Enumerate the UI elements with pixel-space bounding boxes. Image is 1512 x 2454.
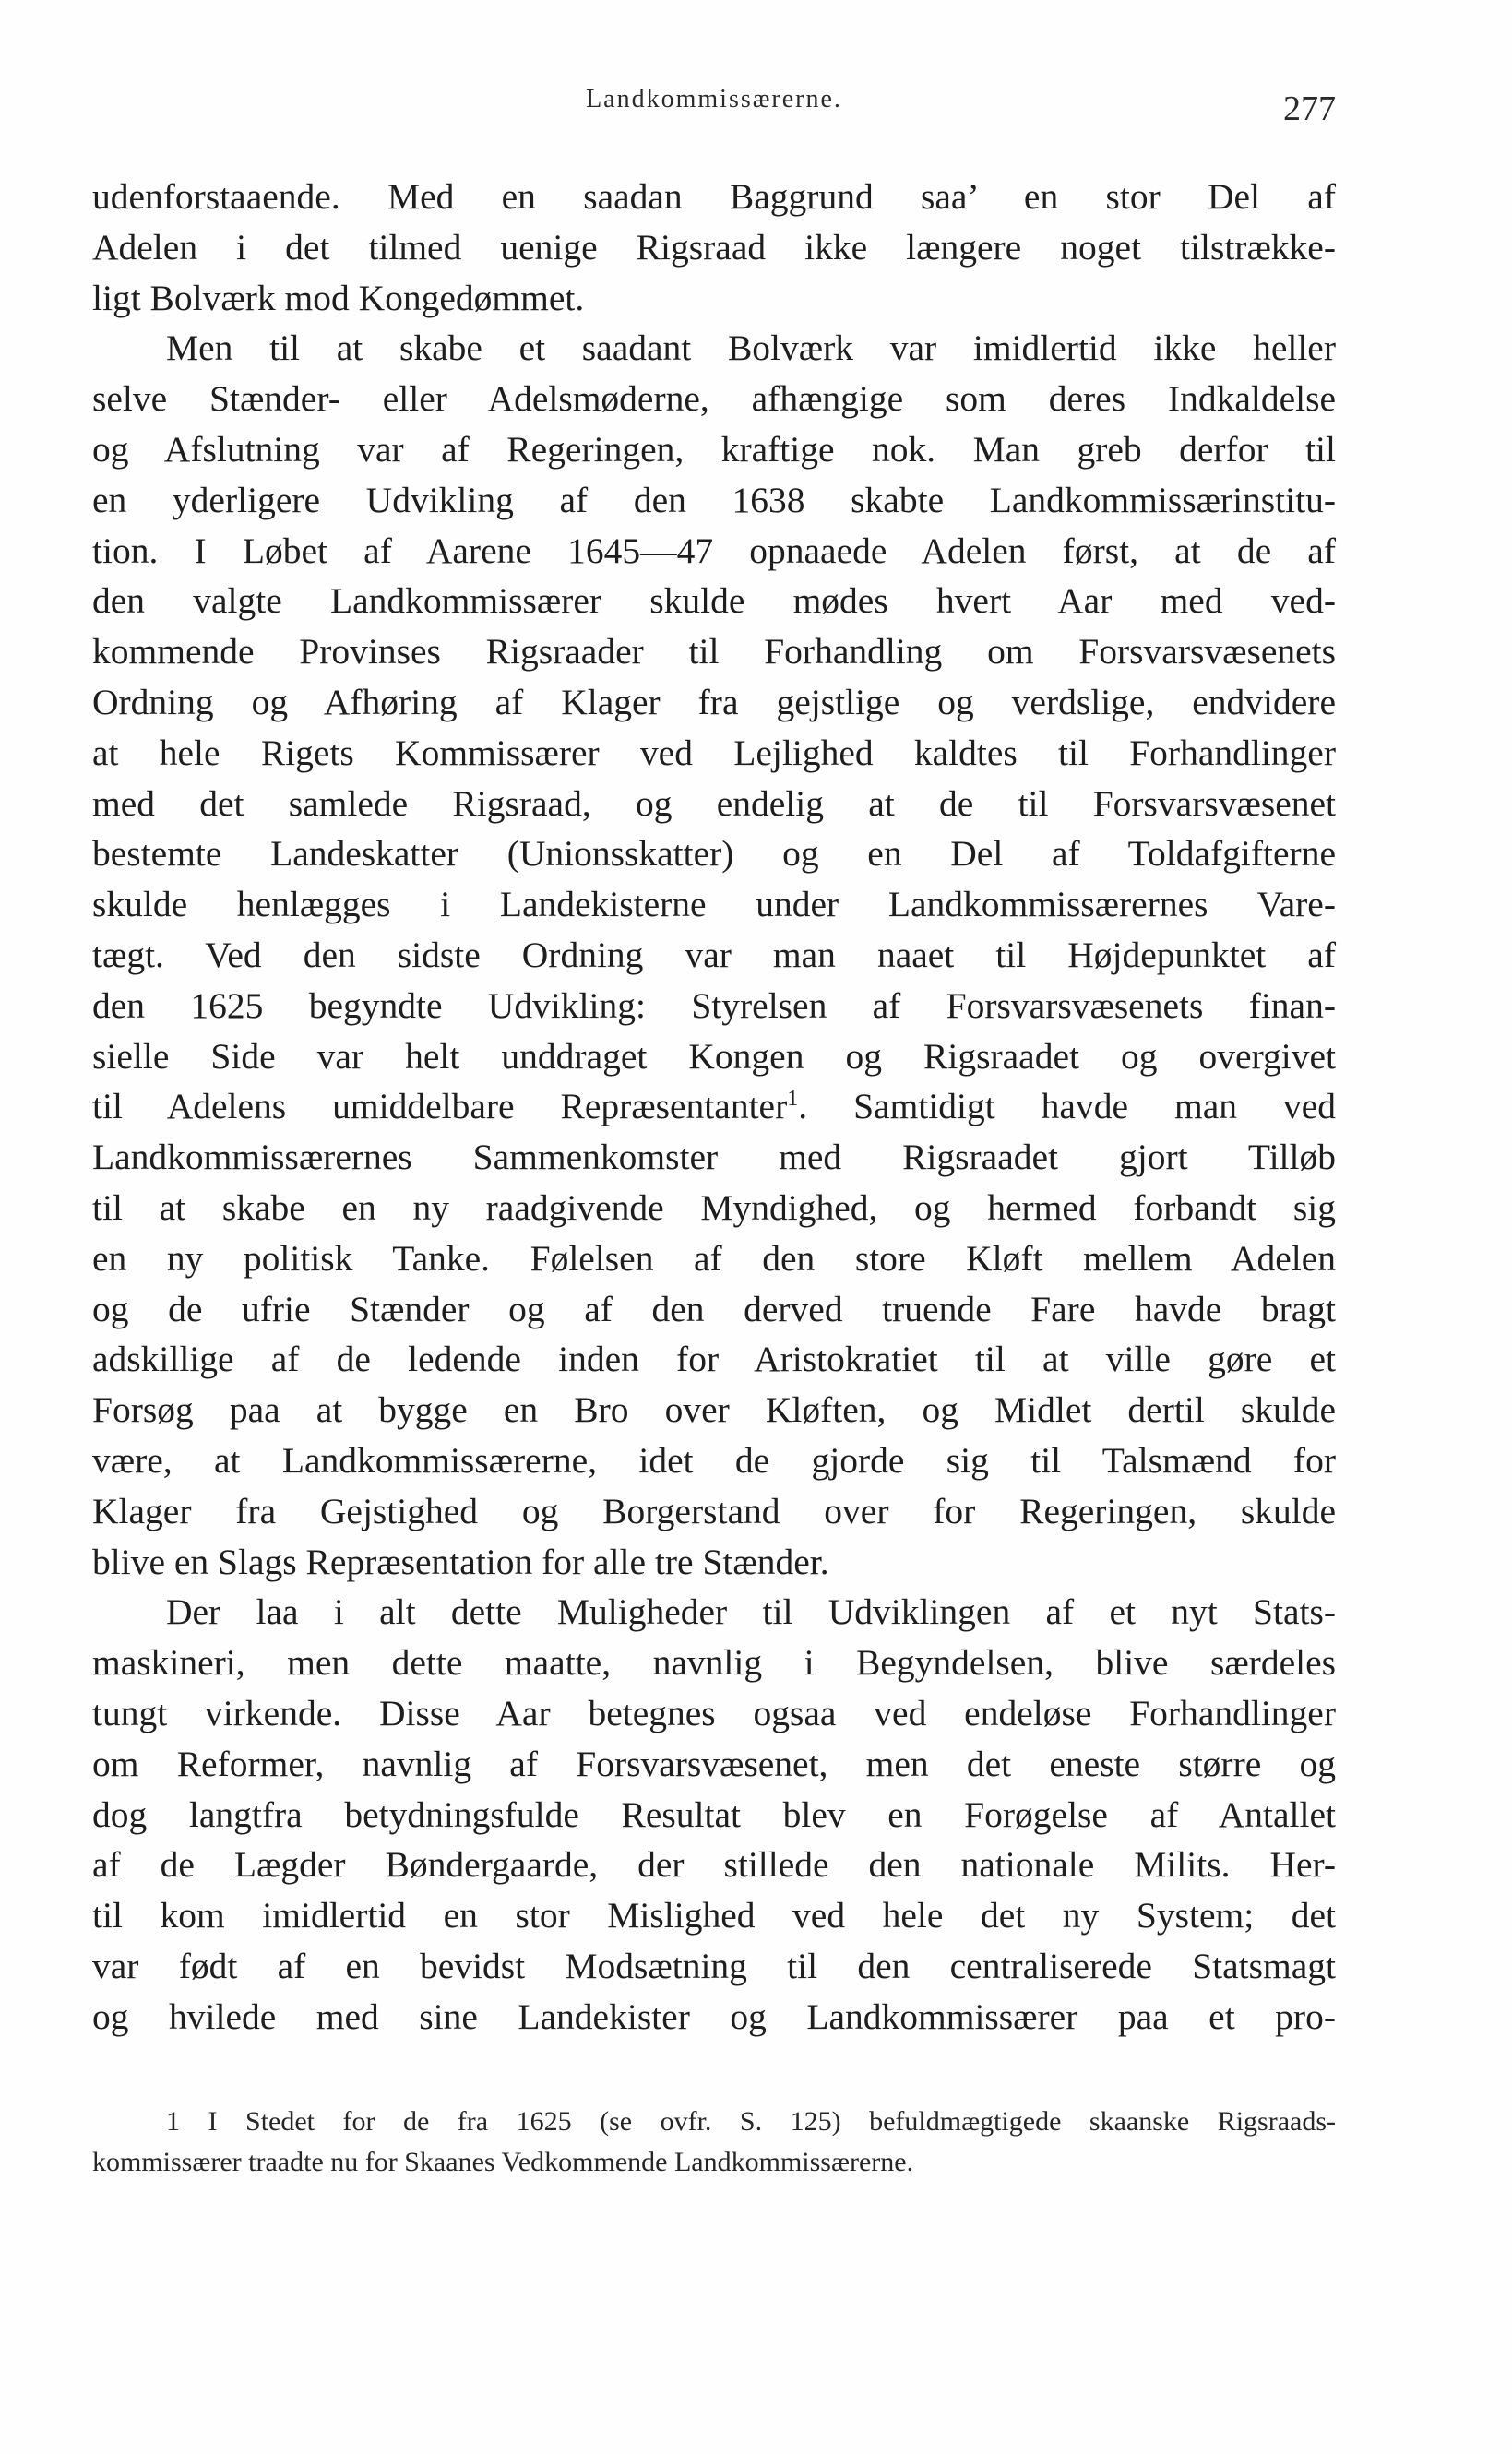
text-line: Forsøg paa at bygge en Bro over Kløften, og Midlet dertil skulde [92,1389,1336,1431]
text-line: være, at Landkommissærerne, idet de gjorde sig til Talsmænd for [92,1439,1336,1481]
text-line: ligt Bolværk mod Kongedømmet. [92,277,585,318]
footnote-line: kommissærer traadte nu for Skaanes Vedkommende Landkommissærerne. [92,2147,914,2177]
text-segment: til Adelens umiddelbare Repræsentanter [92,1086,788,1127]
text-line: dog langtfra betydningsfulde Resultat blev en Forøgelse af Antallet [92,1793,1336,1835]
footnote [92,2102,1336,2183]
text-line: selve Stænder- eller Adelsmøderne, afhængige som deres Indkaldelse [92,378,1336,420]
text-line: Ordning og Afhøring af Klager fra gejstlige og verdslige, endvidere [92,681,1336,722]
text-line: sielle Side var helt unddraget Kongen og Rigsraadet og overgivet [92,1035,1336,1077]
running-head [92,85,1336,128]
text-line: tægt. Ved den sidste Ordning var man naaet til Højdepunktet af [92,934,1336,975]
text-line: den 1625 begyndte Udvikling: Styrelsen af Forsvarsvæsenets finan- [92,984,1336,1026]
text-line: blive en Slags Repræsentation for alle tre Stænder. [92,1541,829,1582]
text-line: bestemte Landeskatter (Unionsskatter) og en Del af Toldafgifterne [92,833,1336,875]
text-line: om Reformer, navnlig af Forsvarsvæsenet, men det eneste større og [92,1743,1336,1784]
text-line: og de ufrie Stænder og af den derved truende Fare havde bragt [92,1288,1336,1329]
text-line: var født af en bevidst Modsætning til den centraliserede Statsmagt [92,1945,1336,1986]
footnote-reference[interactable]: 1 [787,1087,799,1112]
text-line: med det samlede Rigsraad, og endelig at de til Forsvarsvæsenet [92,782,1336,824]
text-line: og hvilede med sine Landekister og Landkommissærer paa et pro- [92,1995,1336,2037]
text-line: til kom imidlertid en stor Mislighed ved hele det ny System; det [92,1895,1336,1936]
text-line: en ny politisk Tanke. Følelsen af den store Kløft mellem Adelen [92,1237,1336,1279]
footnote-text: I Stedet for de fra 1625 (se ovfr. S. 125) befuldmægtigede skaanske Rigsraads- [208,2106,1337,2137]
page-number: 277 [1283,89,1336,128]
text-line: til at skabe en ny raadgivende Myndighed, og hermed forbandt sig [92,1186,1336,1228]
body-text [92,172,1336,2042]
text-line: adskillige af de ledende inden for Aristokratiet til at ville gøre et [92,1339,1336,1380]
text-line: at hele Rigets Kommissærer ved Lejlighed kaldtes til Forhandlinger [92,732,1336,773]
text-line: Klager fra Gejstighed og Borgerstand over for Regeringen, skulde [92,1490,1336,1531]
text-line: af de Lægder Bøndergaarde, der stillede den nationale Milits. Her- [92,1844,1336,1886]
running-title: Landkommissærerne. [586,85,842,113]
text-line: tungt virkende. Disse Aar betegnes ogsaa ved endeløse Forhandlinger [92,1692,1336,1733]
footnote-line [92,2102,1336,2142]
text-segment: . Samtidigt havde man ved [798,1086,1336,1127]
text-line: Der laa i alt dette Muligheder til Udviklingen af et nyt Stats- [166,1591,1336,1633]
text-line: skulde henlægges i Landekisterne under Landkommissærernes Vare- [92,884,1336,925]
text-line: maskineri, men dette maatte, navnlig i Begyndelsen, blive særdeles [92,1642,1336,1684]
text-line: tion. I Løbet af Aarene 1645—47 opnaaede Adelen først, at de af [92,530,1336,571]
text-line: og Afslutning var af Regeringen, kraftige nok. Man greb derfor til [92,428,1336,470]
text-line: udenforstaaende. Med en saadan Baggrund saa’ en stor Del af [92,176,1336,217]
text-line: kommende Provinses Rigsraader til Forhandling om Forsvarsvæsenets [92,631,1336,673]
footnote-marker: 1 [166,2106,180,2137]
text-line: den valgte Landkommissærer skulde mødes hvert Aar med ved- [92,580,1336,622]
text-line-with-footnote [92,1081,1336,1132]
text-line: Landkommissærernes Sammenkomster med Rigsraadet gjort Tilløb [92,1137,1336,1178]
text-line: Men til at skabe et saadant Bolværk var imidlertid ikke heller [166,328,1336,369]
text-line: Adelen i det tilmed uenige Rigsraad ikke længere noget tilstrække- [92,226,1336,268]
text-line: en yderligere Udvikling af den 1638 skabte Landkommissærinstitu- [92,479,1336,520]
